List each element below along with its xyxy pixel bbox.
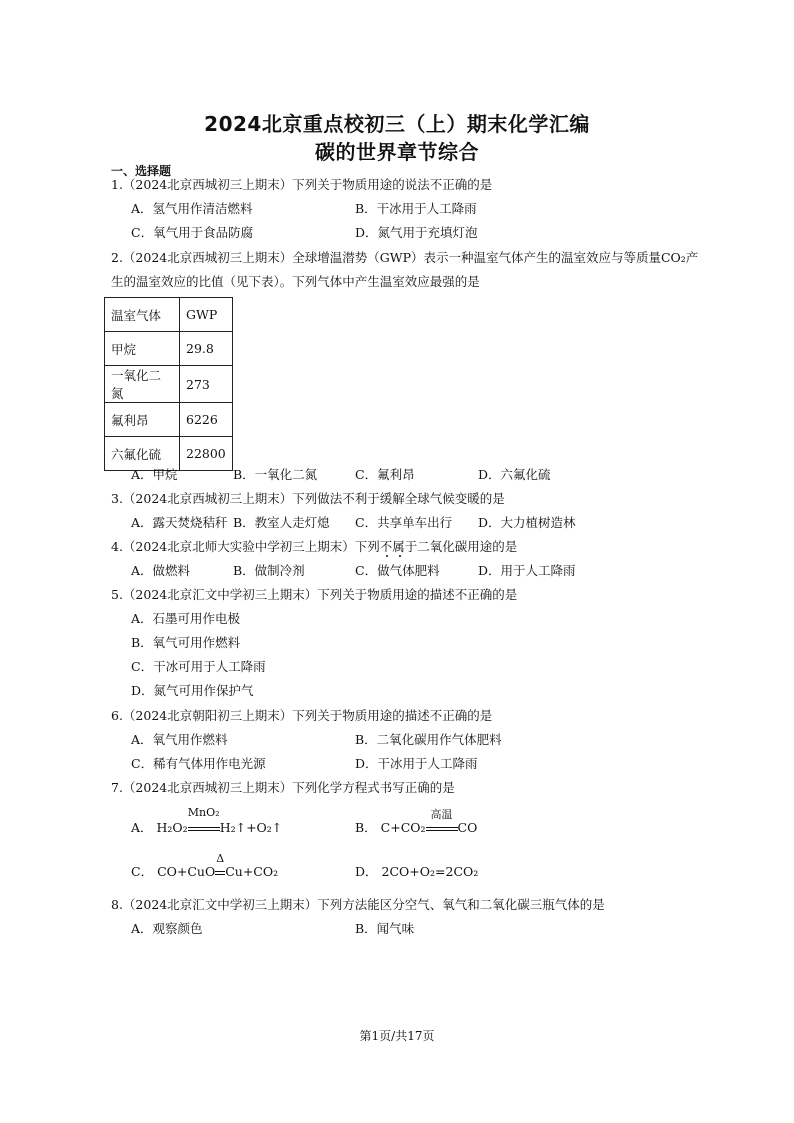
page-subtitle: 碳的世界章节综合 <box>315 140 479 164</box>
option-b: B．闻气味 <box>355 921 415 936</box>
page-number: 第1页/共17页 <box>359 1029 435 1043</box>
option-a: A．观察颜色 <box>131 921 203 936</box>
table-row <box>105 366 233 403</box>
option-d: D．干冰用于人工降雨 <box>355 756 478 771</box>
option-c: C．氟利昂 <box>355 467 415 482</box>
table-cell: 一氧化二氮 <box>105 366 180 403</box>
option-d: D．六氟化硫 <box>478 467 551 482</box>
table-cell: GWP <box>180 298 233 332</box>
question-5-stem: 5.（2024北京汇文中学初三上期末）下列关于物质用途的描述不正确的是 <box>111 587 518 602</box>
question-6-stem: 6.（2024北京朝阳初三上期末）下列关于物质用途的描述不正确的是 <box>111 708 493 723</box>
option-d: D．用于人工降雨 <box>478 563 576 578</box>
option-b: B．一氧化二氮 <box>233 467 318 482</box>
table-row <box>105 403 233 437</box>
option-label: C． <box>131 864 154 879</box>
emphasis-char: 属 <box>392 539 405 554</box>
reaction-condition <box>426 808 458 835</box>
question-7-stem: 7.（2024北京西城初三上期末）下列化学方程式书写正确的是 <box>111 780 455 795</box>
table-cell: 氟利昂 <box>105 403 180 437</box>
heating-symbol: Δ <box>216 852 225 865</box>
equation-option-c <box>131 852 279 880</box>
equation-left: CO+CuO <box>157 864 216 879</box>
table-cell: 甲烷 <box>105 332 180 366</box>
table-cell: 29.8 <box>180 332 233 366</box>
equation-text: 2CO+O₂=2CO₂ <box>381 864 479 879</box>
equation-right: Cu+CO₂ <box>225 864 279 879</box>
table-cell: 273 <box>180 366 233 403</box>
option-b: B．二氧化碳用作气体肥料 <box>355 732 502 747</box>
option-c: C．稀有气体用作电光源 <box>131 756 266 771</box>
page-title: 2024北京重点校初三（上）期末化学汇编 <box>204 112 590 136</box>
equation-right: CO <box>457 820 478 835</box>
option-b: B．做制冷剂 <box>233 563 305 578</box>
table-row <box>105 298 233 332</box>
question-4-stem-pre: 4.（2024北京北师大实验中学初三上期末）下列 <box>111 539 380 554</box>
option-a: A．露天焚烧秸秆 <box>131 515 228 530</box>
equation-right: H₂↑+O₂↑ <box>219 820 283 835</box>
equals-sign <box>188 827 220 831</box>
option-label: A． <box>131 820 153 835</box>
option-b: B．氧气可用作燃料 <box>131 635 241 650</box>
question-4-stem <box>111 536 517 558</box>
equation-left: H₂O₂ <box>156 820 188 835</box>
question-3-stem: 3.（2024北京西城初三上期末）下列做法不利于缓解全球气候变暖的是 <box>111 491 505 506</box>
option-b: B．干冰用于人工降雨 <box>355 201 477 216</box>
reaction-condition <box>187 806 220 835</box>
emphasis-char: 不 <box>379 539 393 554</box>
option-c: C．氧气用于食品防腐 <box>131 225 254 240</box>
condition-text: 高温 <box>430 808 453 821</box>
table-cell: 6226 <box>180 403 233 437</box>
option-label: B． <box>355 820 377 835</box>
option-c: C．做气体肥料 <box>355 563 440 578</box>
condition-text: MnO₂ <box>187 806 220 819</box>
option-a: A．氢气用作清洁燃料 <box>131 201 253 216</box>
option-d: D．氮气用于充填灯泡 <box>355 225 478 240</box>
table-row <box>105 332 233 366</box>
option-b: B．教室人走灯熄 <box>233 515 330 530</box>
question-1-stem: 1.（2024北京西城初三上期末）下列关于物质用途的说法不正确的是 <box>111 177 493 192</box>
question-2-stem-line2: 生的温室效应的比值（见下表）。下列气体中产生温室效应最强的是 <box>111 274 480 289</box>
gwp-table <box>104 297 233 471</box>
table-cell: 温室气体 <box>105 298 180 332</box>
table-cell: 六氟化硫 <box>105 437 180 471</box>
option-a: A．做燃料 <box>131 563 191 578</box>
option-a: A．甲烷 <box>131 467 178 482</box>
equals-sign <box>426 827 458 831</box>
question-2-stem-line1: 2.（2024北京西城初三上期末）全球增温潜势（GWP）表示一种温室气体产生的温室效应与等质量CO₂产 <box>111 250 699 265</box>
equation-option-d <box>355 862 478 880</box>
option-a: A．氧气用作燃料 <box>131 732 228 747</box>
option-d: D．大力植树造林 <box>478 515 576 530</box>
option-label: D． <box>355 864 378 879</box>
section-heading: 一、选择题 <box>111 164 172 178</box>
equation-option-b <box>355 808 478 836</box>
equation-option-a <box>131 806 283 836</box>
option-c: C．干冰可用于人工降雨 <box>131 659 266 674</box>
reaction-condition <box>215 852 225 879</box>
question-4-stem-post: 于二氧化碳用途的是 <box>404 539 518 554</box>
option-d: D．氮气可用作保护气 <box>131 683 254 698</box>
equals-sign <box>215 871 225 875</box>
option-c: C．共享单车出行 <box>355 515 453 530</box>
table-cell: 22800 <box>180 437 233 471</box>
equation-left: C+CO₂ <box>380 820 426 835</box>
question-8-stem: 8.（2024北京汇文中学初三上期末）下列方法能区分空气、氧气和二氧化碳三瓶气体的是 <box>111 897 605 912</box>
option-a: A．石墨可用作电极 <box>131 611 241 626</box>
